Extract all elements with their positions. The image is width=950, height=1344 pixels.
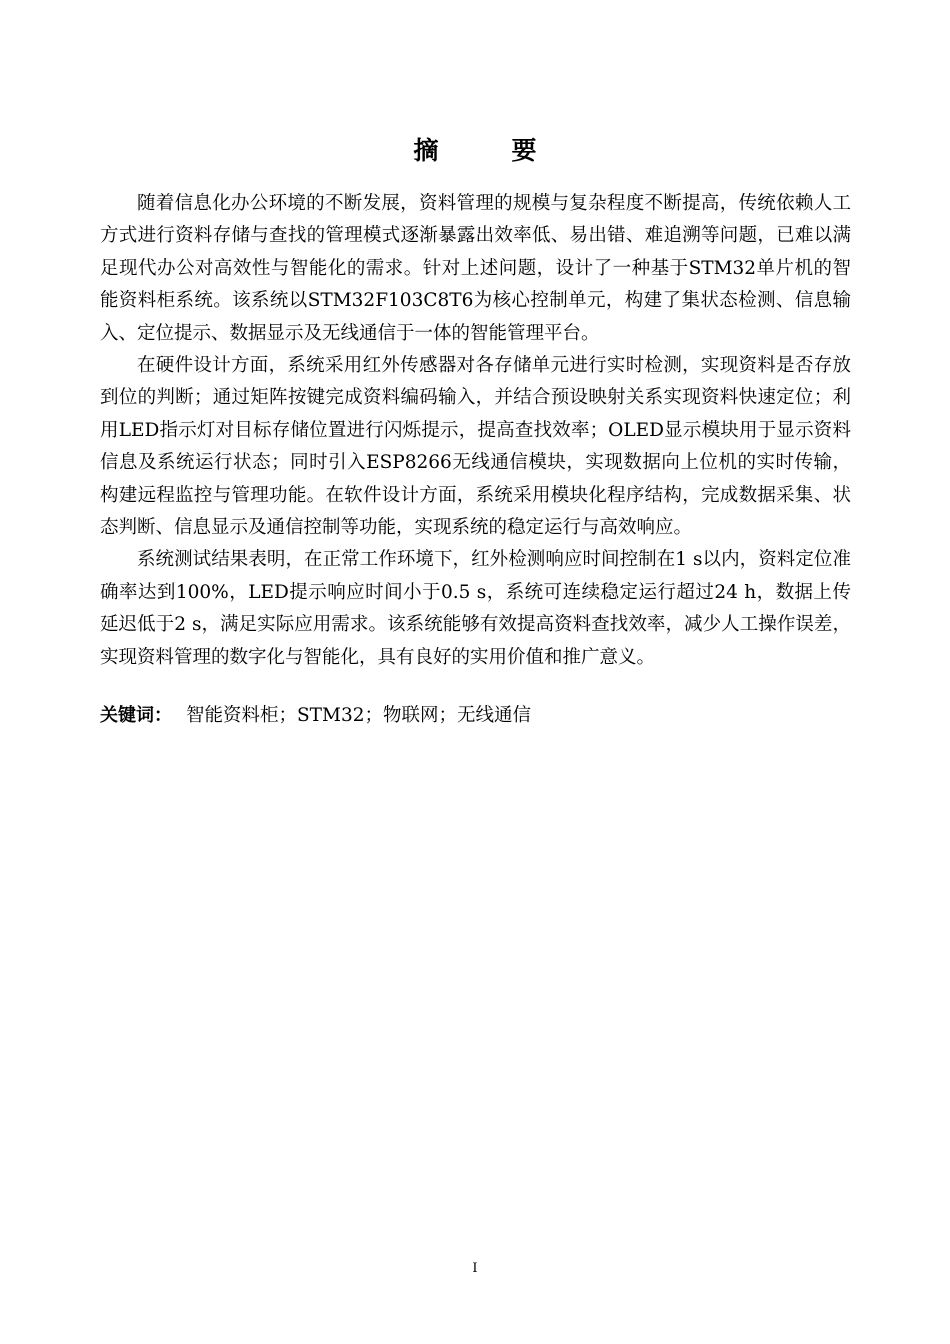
keywords-line	[100, 700, 851, 732]
abstract-title: 摘 要	[413, 136, 561, 165]
keywords-text: 智能资料柜；STM32；物联网；无线通信	[186, 705, 531, 726]
abstract-body	[100, 188, 851, 674]
abstract-paragraph-3: 系统测试结果表明，在正常工作环境下，红外检测响应时间控制在1 s以内，资料定位准确率达到100%，LED提示响应时间小于0.5 s，系统可连续稳定运行超过24 h，数据上传延迟低于2 s，满足实际应用需求。该系统能够有效提高资料查找效率，减少人工操作误差，实现资料管理的数字化与智能化，具有良好的实用价值和推广意义。	[100, 549, 851, 668]
abstract-paragraph-2: 在硬件设计方面，系统采用红外传感器对各存储单元进行实时检测，实现资料是否存放到位的判断；通过矩阵按键完成资料编码输入，并结合预设映射关系实现资料快速定位；利用LED指示灯对目标存储位置进行闪烁提示，提高查找效率；OLED显示模块用于显示资料信息及系统运行状态；同时引入ESP8266无线通信模块，实现数据向上位机的实时传输，构建远程监控与管理功能。在软件设计方面，系统采用模块化程序结构，完成数据采集、状态判断、信息显示及通信控制等功能，实现系统的稳定运行与高效响应。	[100, 355, 851, 539]
page-number: I	[472, 1261, 478, 1276]
keywords-label: 关键词：	[100, 705, 172, 726]
abstract-paragraph-1: 随着信息化办公环境的不断发展，资料管理的规模与复杂程度不断提高，传统依赖人工方式进行资料存储与查找的管理模式逐渐暴露出效率低、易出错、难追溯等问题，已难以满足现代办公对高效性与智能化的需求。针对上述问题，设计了一种基于STM32单片机的智能资料柜系统。该系统以STM32F103C8T6为核心控制单元，构建了集状态检测、信息输入、定位提示、数据显示及无线通信于一体的智能管理平台。	[100, 193, 851, 344]
